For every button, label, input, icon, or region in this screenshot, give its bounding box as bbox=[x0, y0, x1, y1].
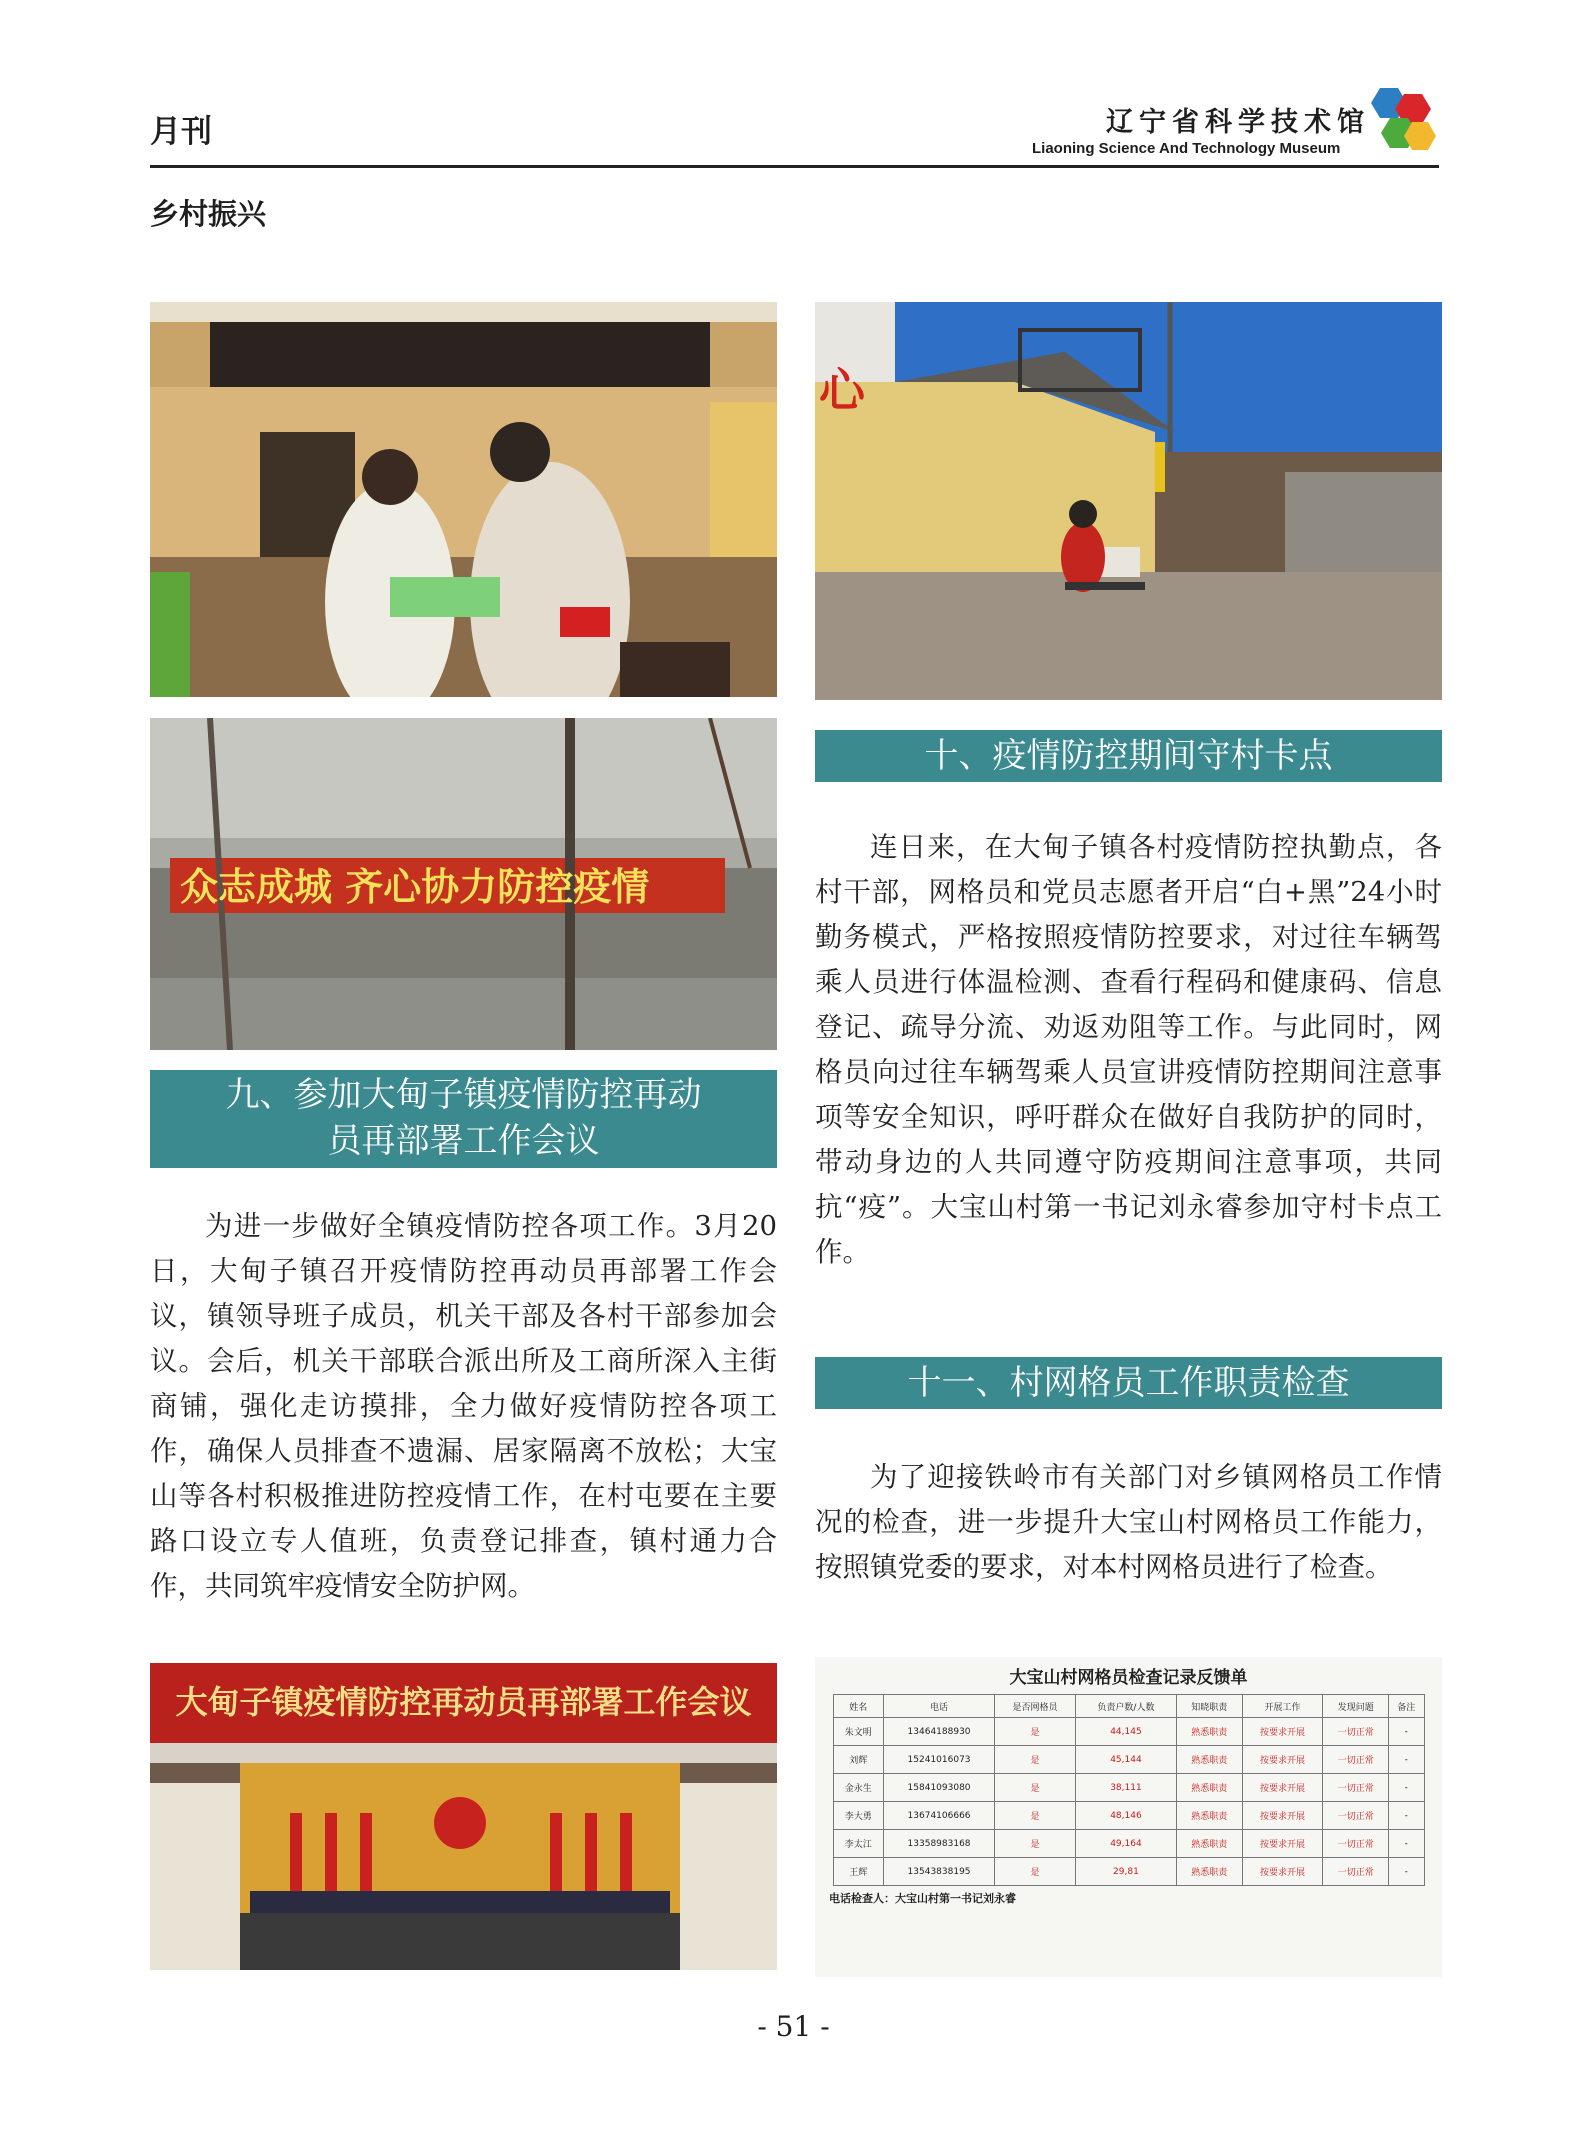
cell-duty: 熟悉职责 bbox=[1176, 1858, 1242, 1886]
th-name: 姓名 bbox=[833, 1695, 884, 1718]
header-rule bbox=[150, 165, 1439, 168]
cell-remark: - bbox=[1389, 1774, 1424, 1802]
th-remark: 备注 bbox=[1389, 1695, 1424, 1718]
section10-body: 连日来，在大甸子镇各村疫情防控执勤点，各村干部，网格员和党员志愿者开启“白+黑”24小时勤务模式，严格按照疫情防控要求，对过往车辆驾乘人员进行体温检测、查看行程码和健康码、信息登记、疏导分流、劝返劝阻等工作。与此同时，网格员向过往车辆驾乘人员宣讲疫情防控期间注意事项等安全知识，呼吁群众在做好自我防护的同时，带动身边的人共同遵守防疫期间注意事项，共同抗“疫”。大宝山村第一书记刘永睿参加守村卡点工作。 bbox=[815, 831, 1442, 1268]
cell-households: 44,145 bbox=[1075, 1718, 1176, 1746]
section9-heading-line2: 员再部署工作会议 bbox=[327, 1121, 600, 1161]
cell-name: 王辉 bbox=[833, 1858, 884, 1886]
cell-duty: 熟悉职责 bbox=[1176, 1830, 1242, 1858]
cell-remark: - bbox=[1389, 1746, 1424, 1774]
cell-work: 按要求开展 bbox=[1242, 1774, 1323, 1802]
section9-body: 为进一步做好全镇疫情防控各项工作。3月20日，大甸子镇召开疫情防控再动员再部署工作会议，镇领导班子成员，机关干部及各村干部参加会议。会后，机关干部联合派出所及工商所深入主街商铺，强化走访摸排，全力做好疫情防控各项工作，确保人员排查不遗漏、居家隔离不放松；大宝山等各村积极推进防控疫情工作，在村屯要在主要路口设立专人值班，负责登记排查，镇村通力合作，共同筑牢疫情安全防护网。 bbox=[150, 1210, 777, 1602]
sign-character: 心 bbox=[819, 363, 865, 417]
section10-heading: 十、疫情防控期间守村卡点 bbox=[815, 730, 1442, 782]
cell-is-grid: 是 bbox=[995, 1718, 1076, 1746]
museum-name-en: Liaoning Science And Technology Museum bbox=[1032, 140, 1341, 157]
cell-remark: - bbox=[1389, 1718, 1424, 1746]
table-row bbox=[833, 1858, 1424, 1886]
cell-issues: 一切正常 bbox=[1323, 1746, 1389, 1774]
cell-households: 48,146 bbox=[1075, 1802, 1176, 1830]
section-label: 乡村振兴 bbox=[150, 197, 267, 231]
table-row bbox=[833, 1830, 1424, 1858]
cell-work: 按要求开展 bbox=[1242, 1830, 1323, 1858]
table-row bbox=[833, 1746, 1424, 1774]
cell-phone: 13543838195 bbox=[884, 1858, 995, 1886]
meeting-banner-text: 大甸子镇疫情防控再动员再部署工作会议 bbox=[175, 1683, 752, 1721]
photo-shop-visit bbox=[150, 302, 777, 697]
cell-work: 按要求开展 bbox=[1242, 1718, 1323, 1746]
cell-work: 按要求开展 bbox=[1242, 1858, 1323, 1886]
table-row bbox=[833, 1718, 1424, 1746]
cell-phone: 15841093080 bbox=[884, 1774, 995, 1802]
cell-is-grid: 是 bbox=[995, 1858, 1076, 1886]
cell-name: 李太江 bbox=[833, 1830, 884, 1858]
cell-issues: 一切正常 bbox=[1323, 1802, 1389, 1830]
section9-heading bbox=[150, 1070, 777, 1168]
section11-body: 为了迎接铁岭市有关部门对乡镇网格员工作情况的检查，进一步提升大宝山村网格员工作能力，按照镇党委的要求，对本村网格员进行了检查。 bbox=[815, 1461, 1442, 1583]
magazine-title: 月刊 bbox=[150, 114, 212, 150]
cell-issues: 一切正常 bbox=[1323, 1858, 1389, 1886]
cell-duty: 熟悉职责 bbox=[1176, 1802, 1242, 1830]
cell-remark: - bbox=[1389, 1802, 1424, 1830]
check-table-footer: 电话检查人：大宝山村第一书记刘永睿 bbox=[829, 1892, 1016, 1905]
page-number: - 51 - bbox=[757, 2010, 830, 2043]
cell-issues: 一切正常 bbox=[1323, 1774, 1389, 1802]
table-row bbox=[833, 1774, 1424, 1802]
museum-name-cn: 辽宁省科学技术馆 bbox=[1106, 107, 1370, 138]
th-households: 负责户数/人数 bbox=[1075, 1695, 1176, 1718]
th-phone: 电话 bbox=[884, 1695, 995, 1718]
section11-heading: 十一、村网格员工作职责检查 bbox=[815, 1357, 1442, 1409]
check-table-image bbox=[815, 1657, 1442, 1977]
cell-is-grid: 是 bbox=[995, 1746, 1076, 1774]
table-row bbox=[833, 1802, 1424, 1830]
section9-heading-line1: 九、参加大甸子镇疫情防控再动 bbox=[225, 1075, 702, 1115]
cell-duty: 熟悉职责 bbox=[1176, 1774, 1242, 1802]
cell-is-grid: 是 bbox=[995, 1830, 1076, 1858]
cell-duty: 熟悉职责 bbox=[1176, 1746, 1242, 1774]
cell-phone: 15241016073 bbox=[884, 1746, 995, 1774]
cell-issues: 一切正常 bbox=[1323, 1830, 1389, 1858]
cell-households: 49,164 bbox=[1075, 1830, 1176, 1858]
photo-banner-wall bbox=[150, 718, 777, 1050]
photo-checkpoint bbox=[815, 302, 1442, 700]
cell-households: 38,111 bbox=[1075, 1774, 1176, 1802]
cell-is-grid: 是 bbox=[995, 1802, 1076, 1830]
cell-remark: - bbox=[1389, 1830, 1424, 1858]
cell-households: 45,144 bbox=[1075, 1746, 1176, 1774]
cell-issues: 一切正常 bbox=[1323, 1718, 1389, 1746]
cell-name: 李大勇 bbox=[833, 1802, 884, 1830]
th-issues: 发现问题 bbox=[1323, 1695, 1389, 1718]
banner-text: 众志成城 齐心协力防控疫情 bbox=[180, 864, 650, 909]
cell-name: 朱文明 bbox=[833, 1718, 884, 1746]
cell-is-grid: 是 bbox=[995, 1774, 1076, 1802]
cell-work: 按要求开展 bbox=[1242, 1802, 1323, 1830]
cell-remark: - bbox=[1389, 1858, 1424, 1886]
cell-duty: 熟悉职责 bbox=[1176, 1718, 1242, 1746]
cell-phone: 13464188930 bbox=[884, 1718, 995, 1746]
th-work: 开展工作 bbox=[1242, 1695, 1323, 1718]
museum-logo-icon bbox=[1360, 86, 1440, 156]
check-table bbox=[833, 1694, 1425, 1886]
check-table-title: 大宝山村网格员检查记录反馈单 bbox=[1009, 1668, 1248, 1688]
cell-phone: 13358983168 bbox=[884, 1830, 995, 1858]
cell-households: 29,81 bbox=[1075, 1858, 1176, 1886]
cell-phone: 13674106666 bbox=[884, 1802, 995, 1830]
th-duty: 知晓职责 bbox=[1176, 1695, 1242, 1718]
cell-name: 刘辉 bbox=[833, 1746, 884, 1774]
cell-work: 按要求开展 bbox=[1242, 1746, 1323, 1774]
photo-meeting bbox=[150, 1663, 777, 1970]
cell-name: 金永生 bbox=[833, 1774, 884, 1802]
th-is-grid: 是否网格员 bbox=[995, 1695, 1076, 1718]
